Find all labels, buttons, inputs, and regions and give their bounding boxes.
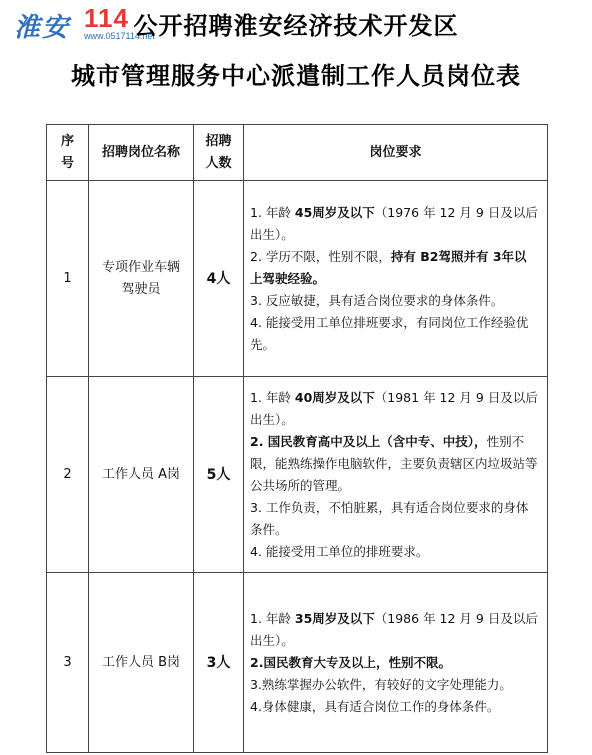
table-header-row — [47, 125, 548, 181]
row-headcount: 3人 — [194, 573, 244, 753]
header-requirements: 岗位要求 — [244, 125, 548, 181]
row-requirements — [244, 377, 548, 573]
row-position-name: 专项作业车辆 驾驶员 — [89, 181, 194, 377]
document-title-line-1: 公开招聘淮安经济技术开发区 — [133, 11, 459, 40]
row-seq: 2 — [47, 377, 89, 573]
req-line-4: 4.身体健康，具有适合岗位工作的身体条件。 — [250, 698, 500, 714]
table-row — [47, 181, 548, 377]
row-requirements — [244, 181, 548, 377]
document-title-line-2: 城市管理服务中心派遣制工作人员岗位表 — [71, 61, 521, 90]
req-line-1: 1. 年龄 40周岁及以下（1981 年 12 月 9 日及以后出生）。 — [250, 389, 538, 427]
req-line-2: 2.国民教育大专及以上，性别不限。 — [250, 654, 451, 670]
row-headcount: 5人 — [194, 377, 244, 573]
row-seq: 3 — [47, 573, 89, 753]
req-line-4: 4. 能接受用工单位排班要求，有同岗位工作经验优先。 — [250, 314, 529, 352]
row-requirements — [244, 573, 548, 753]
row-headcount: 4人 — [194, 181, 244, 377]
table-row — [47, 573, 548, 753]
job-positions-table — [46, 124, 548, 753]
req-line-4: 4. 能接受用工单位的排班要求。 — [250, 543, 429, 559]
table-row — [47, 377, 548, 573]
req-line-1: 1. 年龄 45周岁及以下（1976 年 12 月 9 日及以后出生）。 — [250, 204, 538, 242]
header-position-name: 招聘岗位名称 — [89, 125, 194, 181]
req-line-3: 3. 工作负责，不怕脏累，具有适合岗位要求的身体条件。 — [250, 499, 529, 537]
req-line-3: 3.熟练掌握办公软件，有较好的文字处理能力。 — [250, 676, 512, 692]
watermark-number: 114 — [84, 3, 129, 33]
row-seq: 1 — [47, 181, 89, 377]
header-seq: 序 号 — [47, 125, 89, 181]
req-line-2: 2. 学历不限，性别不限，持有 B2驾照并有 3年以上驾驶经验。 — [250, 248, 527, 286]
req-line-1: 1. 年龄 35周岁及以下（1986 年 12 月 9 日及以后出生）。 — [250, 610, 538, 648]
row-position-name: 工作人员 B岗 — [89, 573, 194, 753]
header-headcount: 招聘 人数 — [194, 125, 244, 181]
req-line-2: 2. 国民教育高中及以上（含中专、中技），性别不限，能熟练操作电脑软件，主要负责辖区内垃圾站等公共场所的管理。 — [250, 433, 538, 493]
watermark-url: www.0517114.net — [84, 31, 155, 41]
req-line-3: 3. 反应敏捷，具有适合岗位要求的身体条件。 — [250, 292, 504, 308]
row-position-name: 工作人员 A岗 — [89, 377, 194, 573]
watermark-hanzi: 淮安 — [14, 13, 71, 43]
